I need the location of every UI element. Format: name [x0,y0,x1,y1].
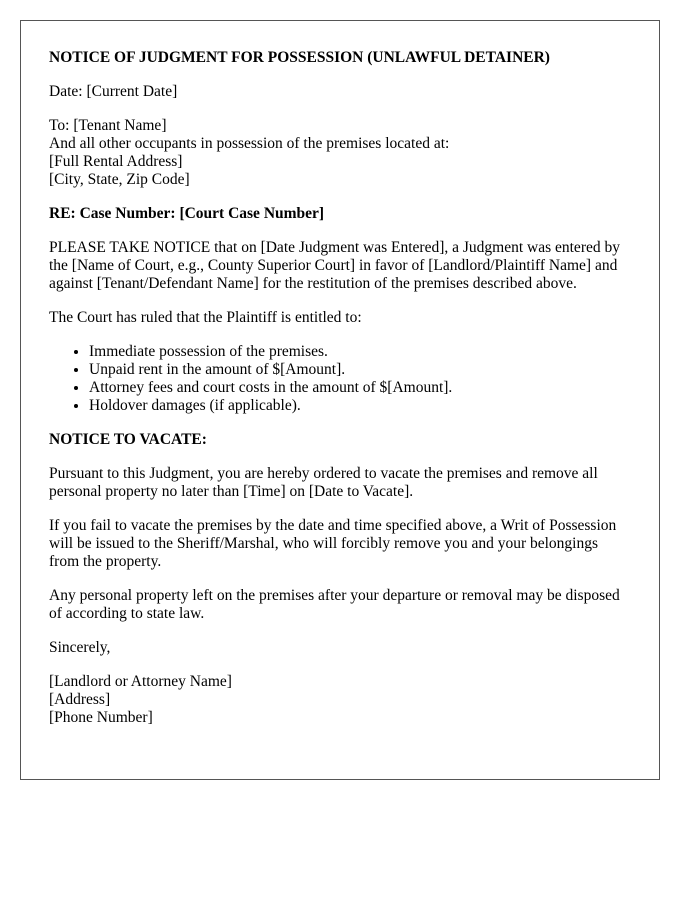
vacate-heading: NOTICE TO VACATE: [49,431,207,448]
date-line: Date: [Current Date] [49,83,178,100]
vacate-paragraph: Pursuant to this Judgment, you are hereby ordered to vacate the premises and remove all personal property no later than [Time] on [Date to Vacate]. [49,465,598,500]
ruling-item: • Holdover damages (if applicable). [89,397,631,415]
signature-line: [Landlord or Attorney Name] [49,673,232,690]
signature-block [49,673,631,727]
ruling-item: • Unpaid rent in the amount of $[Amount]. [89,361,631,379]
recipient-block [49,117,631,189]
property-paragraph: Any personal property left on the premises after your departure or removal may be disposed of according to state law. [49,587,620,622]
closing-line: Sincerely, [49,639,111,656]
recipient-line: [Full Rental Address] [49,153,183,170]
notice-paragraph: PLEASE TAKE NOTICE that on [Date Judgment was Entered], a Judgment was entered by the [Name of Court, e.g., County Superior Court] in favor of [Landlord/Plaintiff Name] and against [Tenant/Defendant Name] for the restitution of the premises described above. [49,239,620,292]
ruling-item: • Immediate possession of the premises. [89,343,631,361]
signature-line: [Address] [49,691,111,708]
signature-line: [Phone Number] [49,709,153,726]
ruling-intro: The Court has ruled that the Plaintiff is entitled to: [49,309,362,326]
case-number-line: RE: Case Number: [Court Case Number] [49,205,325,222]
recipient-line: To: [Tenant Name] [49,117,167,134]
ruling-list [49,343,631,415]
recipient-line: And all other occupants in possession of the premises located at: [49,135,450,152]
ruling-item: • Attorney fees and court costs in the amount of $[Amount]. [89,379,631,397]
recipient-line: [City, State, Zip Code] [49,171,190,188]
document-title: NOTICE OF JUDGMENT FOR POSSESSION (UNLAWFUL DETAINER) [49,49,550,66]
writ-paragraph: If you fail to vacate the premises by the date and time specified above, a Writ of Possession will be issued to the Sheriff/Marshal, who will forcibly remove you and your belongings from the property. [49,517,617,570]
notice-letter [20,20,660,780]
